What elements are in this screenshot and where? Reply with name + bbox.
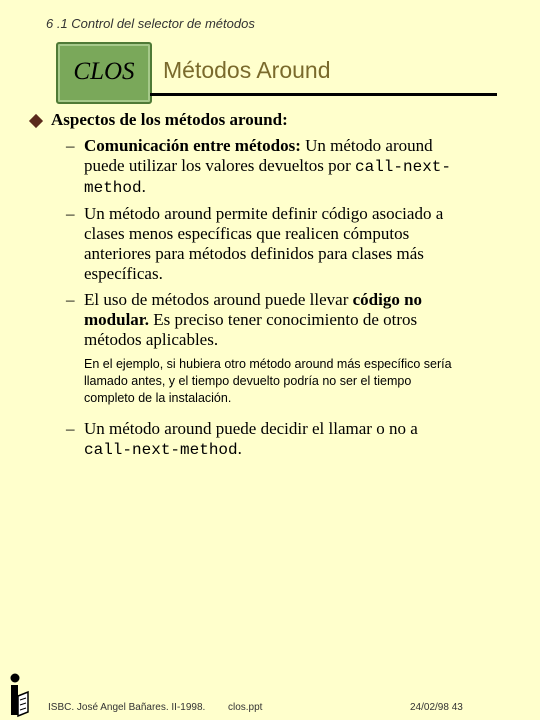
sub-item-3-bold: código no modular. (84, 290, 423, 329)
sub-item-3-text-a: El uso de métodos around puede llevar (84, 290, 353, 309)
sub-item-1-tail: . (141, 177, 146, 196)
slide-content (28, 110, 498, 460)
sub-item-2-text: Un método around permite definir código asociado a clases menos específicas que realicen cómputos anteriores para métodos definidos para clases más específicas. (84, 204, 444, 283)
sub-item-1-code: call-next-method (84, 158, 451, 197)
dash-bullet: – (66, 204, 75, 223)
sub-item-1-text: Un método around puede utilizar los valores devueltos por (84, 136, 433, 175)
dash-bullet: – (66, 136, 75, 155)
dash-bullet: – (66, 419, 75, 438)
sub-item-1-bold: Comunicación entre métodos: (84, 136, 301, 155)
sub-item-4-code: call-next-method (84, 441, 238, 459)
sub-item-4-text: Un método around puede decidir el llamar o no a (84, 419, 418, 438)
dash-bullet: – (66, 290, 75, 309)
sub-item-3 (28, 290, 469, 350)
sub-item-4-tail: . (237, 439, 242, 458)
title-underline (150, 93, 497, 96)
sub-item-2 (28, 204, 469, 284)
clos-logo-box (56, 42, 152, 104)
institution-logo-icon (6, 672, 32, 718)
footer-author: ISBC. José Angel Bañares. II-1998. (48, 702, 206, 713)
footer-date-page: 24/02/98 43 (410, 702, 463, 713)
sub-item-3-text-b: Es preciso tener conocimiento de otros métodos aplicables. (84, 310, 418, 349)
sub-item-4 (28, 419, 469, 460)
section-header: 6 .1 Control del selector de métodos (46, 16, 255, 31)
main-bullet-text: Aspectos de los métodos around: (51, 110, 288, 129)
clos-logo-text: CLOS (73, 58, 135, 85)
diamond-bullet-icon (29, 114, 43, 128)
sub-item-1 (28, 136, 469, 198)
example-note: En el ejemplo, si hubiera otro método around más específico sería llamado antes, y el tiempo devuelto podría no ser el tiempo completo de la instalación. (84, 357, 452, 405)
main-bullet (28, 110, 498, 130)
footer-filename: clos.ppt (228, 702, 263, 713)
slide-title: Métodos Around (163, 57, 331, 83)
